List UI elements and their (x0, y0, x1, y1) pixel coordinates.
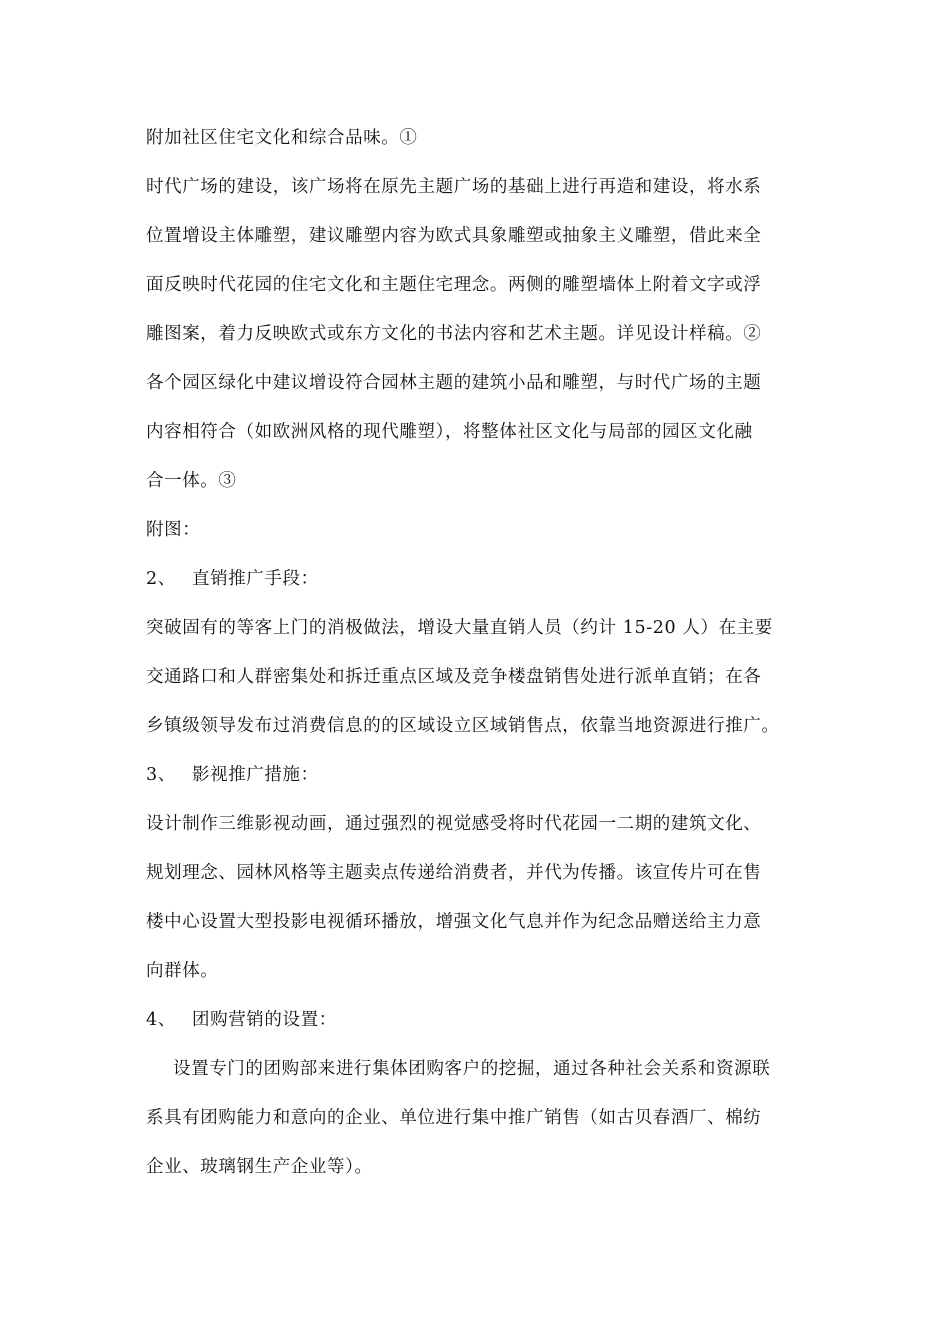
paragraph-line: 向群体。 (146, 961, 219, 981)
paragraph-line: 面反映时代花园的住宅文化和主题住宅理念。两侧的雕塑墙体上附着文字或浮 (146, 275, 762, 295)
paragraph-line: 附加社区住宅文化和综合品味。① (146, 128, 418, 148)
heading-text: 直销推广手段： (192, 569, 319, 589)
paragraph-line: 雕图案，着力反映欧式或东方文化的书法内容和艺术主题。详见设计样稿。② (146, 324, 762, 344)
section-heading-2 (146, 567, 319, 591)
paragraph-line: 设置专门的团购部来进行集体团购客户的挖掘，通过各种社会关系和资源联 (173, 1059, 771, 1079)
section-heading-3 (146, 763, 319, 787)
heading-number: 4、 (146, 1010, 176, 1030)
paragraph-line: 交通路口和人群密集处和拆迁重点区域及竞争楼盘销售处进行派单直销；在各 (146, 667, 762, 687)
paragraph-line: 时代广场的建设，该广场将在原先主题广场的基础上进行再造和建设，将水系 (146, 177, 762, 197)
paragraph-line: 企业、玻璃钢生产企业等）。 (146, 1157, 373, 1177)
heading-text: 团购营销的设置： (192, 1010, 337, 1030)
paragraph-line: 楼中心设置大型投影电视循环播放，增强文化气息并作为纪念品赠送给主力意 (146, 912, 762, 932)
paragraph-line: 设计制作三维影视动画，通过强烈的视觉感受将时代花园一二期的建筑文化、 (146, 814, 762, 834)
heading-number: 3、 (146, 765, 176, 785)
paragraph-line: 合一体。③ (146, 471, 237, 491)
heading-number: 2、 (146, 569, 176, 589)
paragraph-line: 内容相符合（如欧洲风格的现代雕塑），将整体社区文化与局部的园区文化融 (146, 422, 753, 442)
paragraph-line: 突破固有的等客上门的消极做法，增设大量直销人员（约计 15-20 人）在主要 (146, 618, 773, 638)
attachment-label: 附图： (146, 520, 201, 540)
paragraph-line: 位置增设主体雕塑，建议雕塑内容为欧式具象雕塑或抽象主义雕塑，借此来全 (146, 226, 762, 246)
paragraph-line: 乡镇级领导发布过消费信息的的区域设立区域销售点，依靠当地资源进行推广。 (146, 716, 780, 736)
paragraph-line: 系具有团购能力和意向的企业、单位进行集中推广销售（如古贝春酒厂、棉纺 (146, 1108, 762, 1128)
paragraph-line: 规划理念、园林风格等主题卖点传递给消费者，并代为传播。该宣传片可在售 (146, 863, 762, 883)
paragraph-line: 各个园区绿化中建议增设符合园林主题的建筑小品和雕塑，与时代广场的主题 (146, 373, 762, 393)
heading-text: 影视推广措施： (192, 765, 319, 785)
section-heading-4 (146, 1008, 337, 1032)
